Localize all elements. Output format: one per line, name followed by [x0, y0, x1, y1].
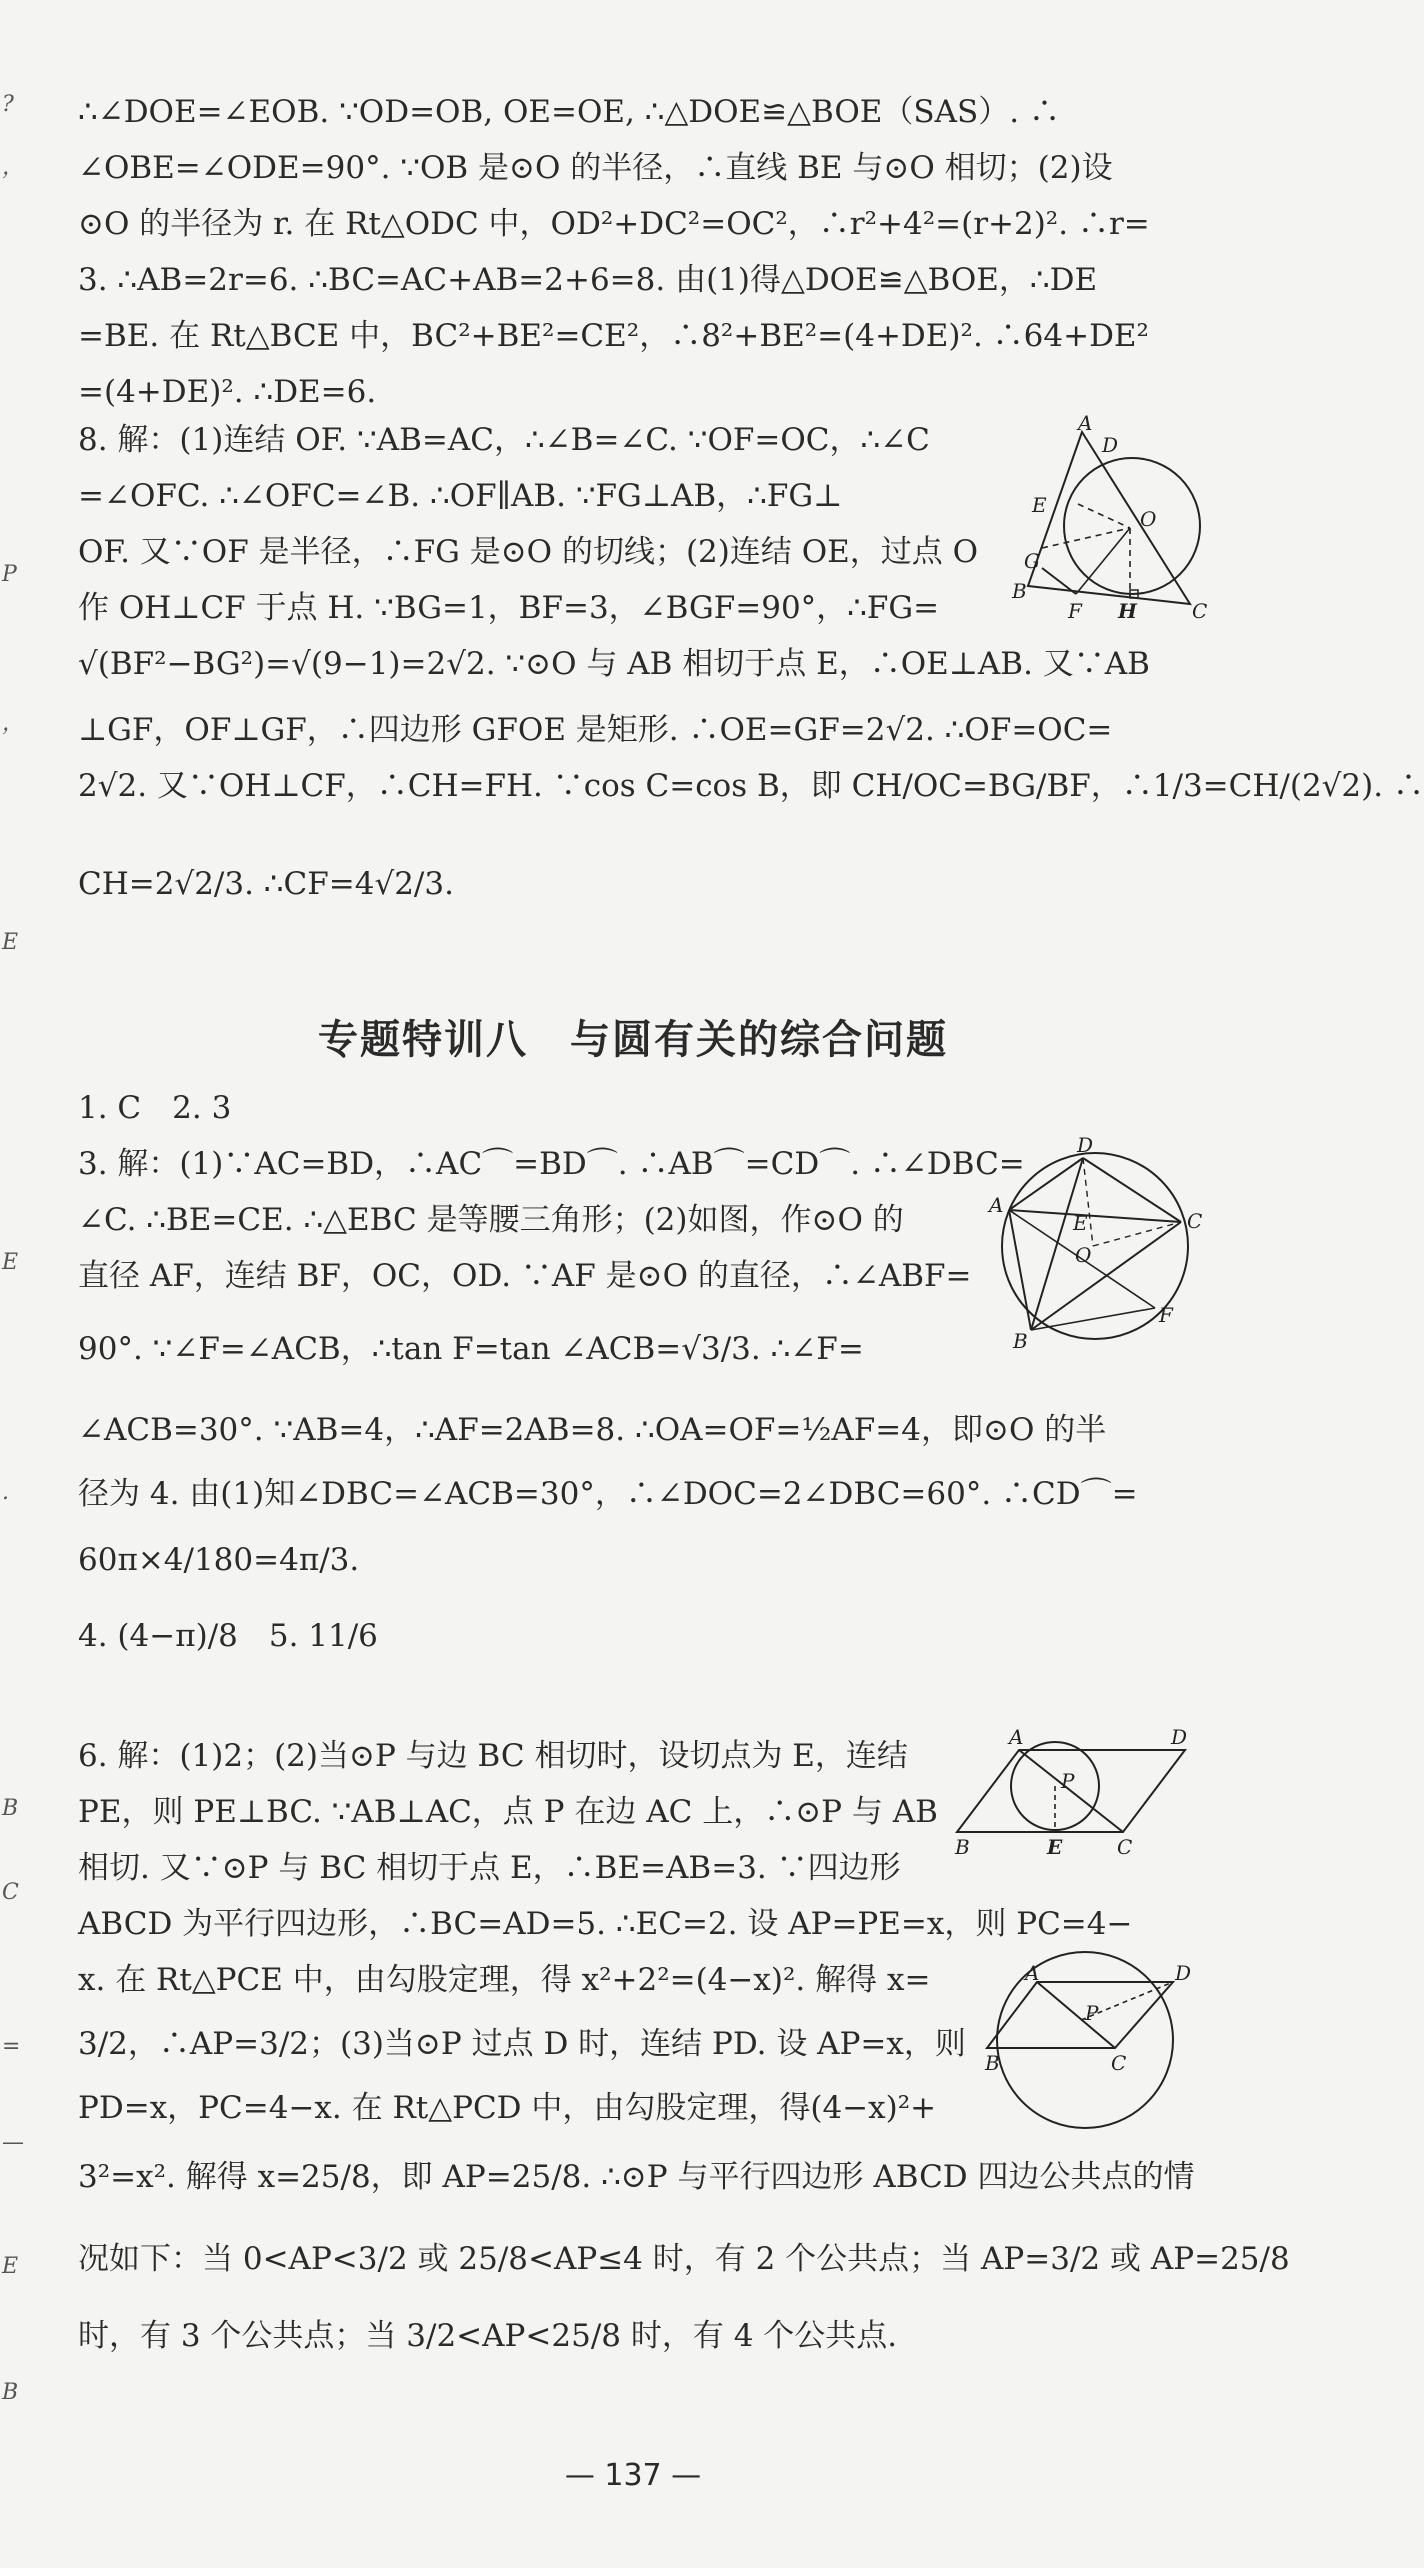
fig1-label: E — [1032, 493, 1047, 517]
text-line: ∠ACB=30°. ∵AB=4，∴AF=2AB=8. ∴OA=OF=½AF=4，即⊙O 的半 — [78, 1412, 1107, 1448]
fig2-label: A — [989, 1193, 1004, 1217]
figure-parallelogram-circle-through-d — [985, 1940, 1195, 2130]
text-line: 作 OH⊥CF 于点 H. ∵BG=1，BF=3，∠BGF=90°，∴FG= — [78, 590, 940, 626]
margin-mark: B — [2, 2380, 19, 2405]
text-line: 3/2，∴AP=3/2；(3)当⊙P 过点 D 时，连结 PD. 设 AP=x，则 — [78, 2026, 966, 2062]
text-line: 6. 解：(1)2；(2)当⊙P 与边 BC 相切时，设切点为 E，连结 — [78, 1738, 908, 1774]
fig4-label: B — [985, 2051, 1000, 2075]
text-line: 3. ∴AB=2r=6. ∴BC=AC+AB=2+6=8. 由(1)得△DOE≌△BOE，∴DE — [78, 262, 1098, 298]
text-line: PE，则 PE⊥BC. ∵AB⊥AC，点 P 在边 AC 上，∴⊙P 与 AB — [78, 1794, 938, 1830]
problem-7-continuation — [78, 84, 1150, 420]
text-line: ∴∠DOE=∠EOB. ∵OD=OB, OE=OE, ∴△DOE≌△BOE（SAS）. ∴ — [78, 94, 1060, 130]
margin-mark: = — [2, 2034, 21, 2059]
problem-8-solution — [78, 412, 1424, 926]
fig4-label: A — [1025, 1961, 1040, 1985]
margin-mark: C — [2, 1880, 19, 1905]
text-line: 1. C 2. 3 — [78, 1090, 232, 1126]
fig3-label: B — [955, 1835, 970, 1859]
fig4-label: C — [1111, 2051, 1127, 2075]
text-line: =BE. 在 Rt△BCE 中，BC²+BE²=CE²，∴8²+BE²=(4+DE)². ∴64+DE² — [78, 318, 1149, 354]
fig1-label: C — [1192, 599, 1208, 623]
text-line: 90°. ∵∠F=∠ACB，∴tan F=tan ∠ACB=√3/3. ∴∠F= — [78, 1331, 864, 1367]
fig2-label: F — [1159, 1303, 1173, 1327]
text-line: 8. 解：(1)连结 OF. ∵AB=AC，∴∠B=∠C. ∵OF=OC，∴∠C — [78, 422, 930, 458]
margin-mark: E — [2, 2254, 19, 2279]
margin-mark: E — [2, 930, 19, 955]
margin-mark: E — [2, 1250, 19, 1275]
margin-mark: P — [2, 562, 17, 587]
text-line: 2√2. 又∵OH⊥CF，∴CH=FH. ∵cos C=cos B，即 CH/OC=BG/BF，∴1/3=CH/(2√2). ∴ — [78, 768, 1424, 804]
figure-triangle-circle — [1010, 411, 1220, 623]
fig3-label: D — [1171, 1725, 1188, 1749]
fig1-label: F — [1068, 599, 1082, 623]
fig2-label: C — [1187, 1209, 1203, 1233]
text-line: 径为 4. 由(1)知∠DBC=∠ACB=30°，∴∠DOC=2∠DBC=60°. ∴CD⌒= — [78, 1476, 1138, 1512]
margin-mark: ? — [2, 92, 14, 117]
text-line: ∠OBE=∠ODE=90°. ∵OB 是⊙O 的半径，∴直线 BE 与⊙O 相切；(2)设 — [78, 150, 1113, 186]
margin-mark: — — [2, 2130, 24, 2155]
text-line: 3. 解：(1)∵AC=BD，∴AC⌒=BD⌒. ∴AB⌒=CD⌒. ∴∠DBC= — [78, 1146, 1025, 1182]
margin-mark: ， — [2, 155, 25, 180]
text-line: =(4+DE)². ∴DE=6. — [78, 374, 377, 410]
text-line: x. 在 Rt△PCE 中，由勾股定理，得 x²+2²=(4−x)². 解得 x= — [78, 1962, 931, 1998]
figure-circle-quadrilateral — [985, 1133, 1215, 1353]
text-line: ⊥GF，OF⊥GF，∴四边形 GFOE 是矩形. ∴OE=GF=2√2. ∴OF=OC= — [78, 712, 1113, 748]
fig4-label: D — [1175, 1961, 1192, 1985]
fig1-label: B — [1012, 579, 1027, 603]
section-heading: 专题特训八 与圆有关的综合问题 — [318, 1017, 948, 1063]
text-line: 时，有 3 个公共点；当 3/2<AP<25/8 时，有 4 个公共点. — [78, 2318, 898, 2354]
fig2-label: E — [1073, 1211, 1088, 1235]
text-line: PD=x，PC=4−x. 在 Rt△PCD 中，由勾股定理，得(4−x)²+ — [78, 2090, 937, 2126]
fig1-label: O — [1140, 507, 1157, 531]
page-number: — 137 — — [564, 2458, 702, 2493]
margin-mark: ， — [2, 711, 25, 736]
fig3-label: P — [1061, 1769, 1075, 1793]
text-line: CH=2√2/3. ∴CF=4√2/3. — [78, 866, 454, 902]
fig1-label: H — [1118, 599, 1137, 623]
fig3-label: E — [1047, 1835, 1063, 1859]
text-line: 直径 AF，连结 BF，OC，OD. ∵AF 是⊙O 的直径，∴∠ABF= — [78, 1258, 972, 1294]
text-line: ABCD 为平行四边形，∴BC=AD=5. ∴EC=2. 设 AP=PE=x，则 PC=4− — [78, 1906, 1133, 1942]
fig1-label: A — [1078, 411, 1093, 435]
text-line: =∠OFC. ∴∠OFC=∠B. ∴OF∥AB. ∵FG⊥AB，∴FG⊥ — [78, 478, 843, 514]
text-line: OF. 又∵OF 是半径，∴FG 是⊙O 的切线；(2)连结 OE，过点 O — [78, 534, 979, 570]
text-line: 3²=x². 解得 x=25/8，即 AP=25/8. ∴⊙P 与平行四边形 ABCD 四边公共点的情 — [78, 2159, 1195, 2195]
text-line: ⊙O 的半径为 r. 在 Rt△ODC 中，OD²+DC²=OC²，∴r²+4²=(r+2)². ∴r= — [78, 206, 1150, 242]
fig4-label: P — [1085, 2001, 1099, 2025]
margin-mark: B — [2, 1796, 19, 1821]
margin-mark: . — [2, 1480, 9, 1505]
text-line: 况如下：当 0<AP<3/2 或 25/8<AP≤4 时，有 2 个公共点；当 AP=3/2 或 AP=25/8 — [78, 2241, 1290, 2277]
text-line: 60π×4/180=4π/3. — [78, 1542, 360, 1578]
text-line: 相切. 又∵⊙P 与 BC 相切于点 E，∴BE=AB=3. ∵四边形 — [78, 1850, 901, 1886]
text-line: ∠C. ∴BE=CE. ∴△EBC 是等腰三角形；(2)如图，作⊙O 的 — [78, 1202, 904, 1238]
fig3-label: C — [1117, 1835, 1133, 1859]
fig2-label: D — [1077, 1133, 1094, 1157]
fig2-label: O — [1075, 1243, 1092, 1267]
fig1-label: D — [1102, 433, 1119, 457]
text-line: 4. (4−π)/8 5. 11/6 — [78, 1618, 378, 1654]
topic-8-solutions — [78, 1080, 1138, 1674]
fig1-label: G — [1024, 549, 1040, 573]
fig3-label: A — [1009, 1725, 1024, 1749]
fig2-label: B — [1013, 1329, 1028, 1353]
text-line: √(BF²−BG²)=√(9−1)=2√2. ∵⊙O 与 AB 相切于点 E，∴OE⊥AB. 又∵AB — [78, 646, 1150, 682]
figure-parallelogram-tangent — [955, 1725, 1195, 1859]
